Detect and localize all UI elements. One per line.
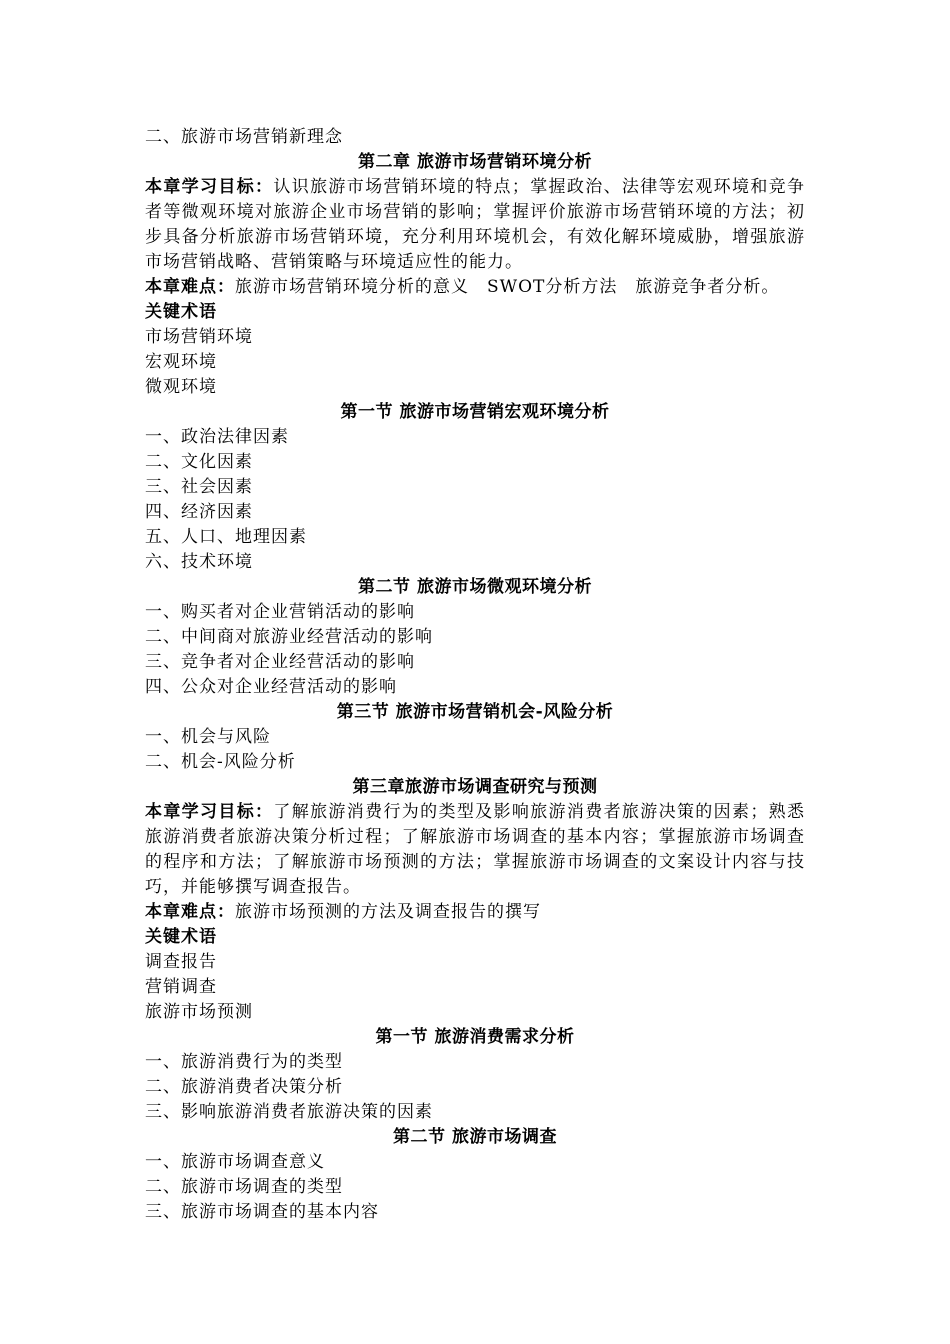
list-item: 一、购买者对企业营销活动的影响 (145, 602, 415, 622)
list-item: 三、影响旅游消费者旅游决策的因素 (145, 1102, 433, 1122)
key-term: 市场营销环境 (145, 327, 253, 347)
list-item: 四、经济因素 (145, 502, 253, 522)
list-item: 五、人口、地理因素 (145, 527, 307, 547)
list-item: 二、文化因素 (145, 452, 253, 472)
section-title: 第一节 旅游消费需求分析 (375, 1027, 575, 1047)
list-item: 一、机会与风险 (145, 727, 271, 747)
list-item: 二、旅游市场营销新理念 (145, 127, 343, 147)
key-term: 调查报告 (145, 952, 217, 972)
list-item: 一、旅游市场调查意义 (145, 1152, 325, 1172)
goal-text: 认识旅游市场营销环境的特点；掌握政治、法律等宏观环境和竞争者等微观环境对旅游企业市场营销的影响；掌握评价旅游市场营销环境的方法；初步具备分析旅游市场营销环境，充分利用环境机会，有效化解环境威胁，增强旅游市场营销战略、营销策略与环境适应性的能力。 (145, 177, 806, 272)
key-terms-heading: 关键术语 (145, 927, 217, 947)
chapter-title: 第三章旅游市场调查研究与预测 (352, 777, 598, 797)
key-term: 营销调查 (145, 977, 217, 997)
section-title: 第二节 旅游市场调查 (393, 1127, 557, 1147)
key-terms-heading: 关键术语 (145, 302, 217, 322)
learning-goals (145, 175, 805, 275)
list-item: 二、中间商对旅游业经营活动的影响 (145, 627, 433, 647)
list-item: 四、公众对企业经营活动的影响 (145, 677, 397, 697)
key-term: 旅游市场预测 (145, 1002, 253, 1022)
goal-text: 了解旅游消费行为的类型及影响旅游消费者旅游决策的因素；熟悉旅游消费者旅游决策分析过程；了解旅游市场调查的基本内容；掌握旅游市场调查的程序和方法；了解旅游市场预测的方法；掌握旅游市场调查的文案设计内容与技巧，并能够撰写调查报告。 (145, 802, 806, 897)
difficulty-text: 旅游市场营销环境分析的意义 SWOT分析方法 旅游竞争者分析。 (235, 277, 780, 297)
list-item: 二、旅游消费者决策分析 (145, 1077, 343, 1097)
difficulty (145, 275, 805, 300)
document-page (145, 125, 805, 1225)
list-item: 一、旅游消费行为的类型 (145, 1052, 343, 1072)
list-item: 二、旅游市场调查的类型 (145, 1177, 343, 1197)
list-item: 一、政治法律因素 (145, 427, 289, 447)
list-item: 三、社会因素 (145, 477, 253, 497)
list-item: 三、竞争者对企业经营活动的影响 (145, 652, 415, 672)
list-item: 六、技术环境 (145, 552, 253, 572)
goal-label: 本章学习目标： (145, 802, 274, 822)
section-title: 第一节 旅游市场营销宏观环境分析 (340, 402, 610, 422)
key-term: 微观环境 (145, 377, 217, 397)
difficulty-label: 本章难点： (145, 902, 235, 922)
chapter-title: 第二章 旅游市场营销环境分析 (358, 152, 592, 172)
difficulty-text: 旅游市场预测的方法及调查报告的撰写 (235, 902, 541, 922)
difficulty (145, 900, 805, 925)
section-title: 第三节 旅游市场营销机会-风险分析 (336, 702, 614, 722)
difficulty-label: 本章难点： (145, 277, 235, 297)
goal-label: 本章学习目标： (145, 177, 274, 197)
section-title: 第二节 旅游市场微观环境分析 (358, 577, 592, 597)
key-term: 宏观环境 (145, 352, 217, 372)
list-item: 三、旅游市场调查的基本内容 (145, 1202, 379, 1222)
list-item: 二、机会-风险分析 (145, 752, 296, 772)
learning-goals (145, 800, 805, 900)
